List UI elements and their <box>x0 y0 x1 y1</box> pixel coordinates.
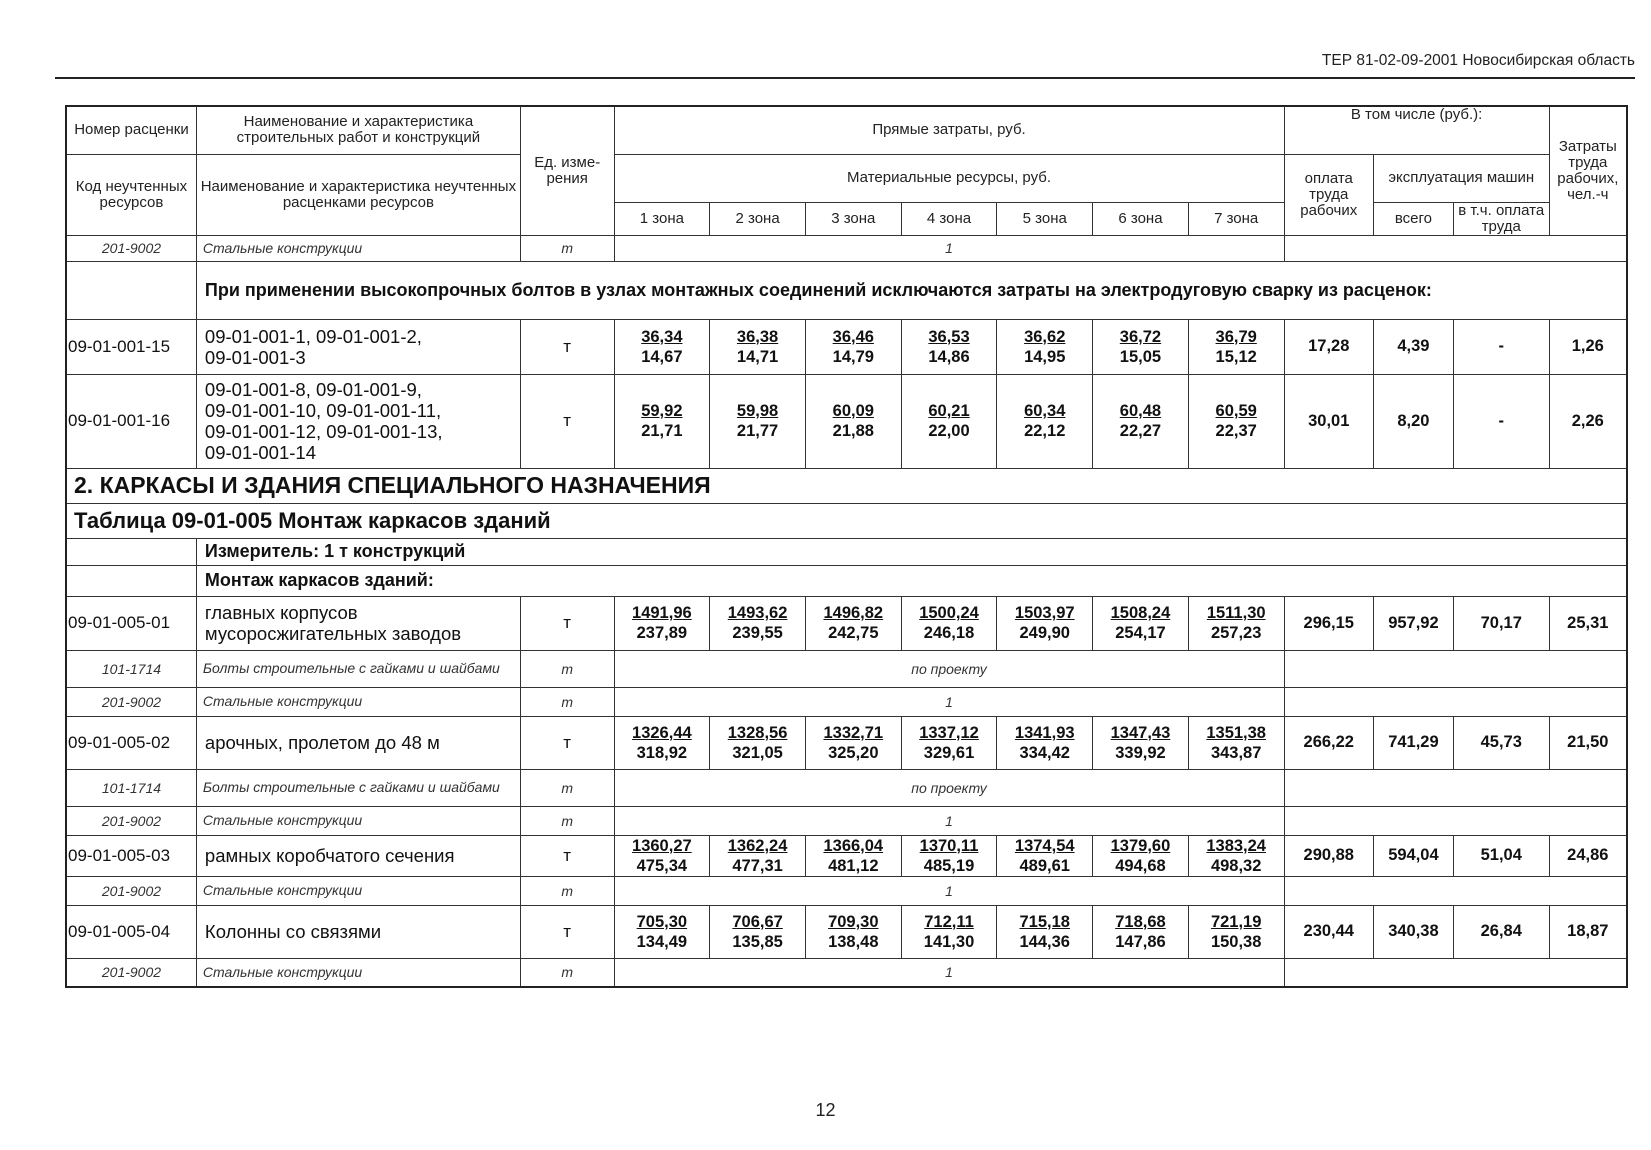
rate-code: 09-01-005-01 <box>66 596 196 650</box>
zone-total-cost: 1347,43 <box>1110 723 1171 742</box>
zone-material-cost: 246,18 <box>923 624 975 642</box>
zone-total-cost: 1328,56 <box>727 723 788 742</box>
table-row <box>66 374 1627 468</box>
zone-total-cost: 36,34 <box>641 327 683 346</box>
zone-price-cell <box>805 835 901 876</box>
zone-total-cost: 715,18 <box>1019 912 1070 931</box>
header-machines-total: всего <box>1373 202 1453 235</box>
zone-material-cost: 325,20 <box>828 743 879 762</box>
rate-unit: т <box>520 596 614 650</box>
empty-cell <box>1284 650 1627 687</box>
zone-material-cost: 318,92 <box>636 743 688 762</box>
document-header <box>55 50 1635 79</box>
header-machines-wage: в т.ч. оплата труда <box>1453 202 1549 235</box>
zone-material-cost: 498,32 <box>1210 856 1262 875</box>
machines-total-value: 957,92 <box>1373 596 1453 650</box>
rate-unit: т <box>520 905 614 958</box>
rate-unit: т <box>520 835 614 876</box>
zone-material-cost: 147,86 <box>1115 932 1166 951</box>
resource-row <box>66 650 1627 687</box>
rate-code: 09-01-005-04 <box>66 905 196 958</box>
zone-total-cost: 36,62 <box>1024 327 1066 346</box>
zone-material-cost: 14,79 <box>832 347 874 366</box>
zone-total-cost: 705,30 <box>636 912 688 931</box>
zone-price-cell <box>997 905 1093 958</box>
zone-material-cost: 257,23 <box>1210 624 1262 642</box>
zone-total-cost: 59,92 <box>641 402 683 420</box>
zone-material-cost: 485,19 <box>923 856 975 875</box>
zone-material-cost: 22,12 <box>1024 422 1066 440</box>
zone-price-cell <box>997 319 1093 374</box>
machines-wage-value: 70,17 <box>1453 596 1549 650</box>
zone-price-cell <box>614 319 710 374</box>
rate-code: 09-01-005-02 <box>66 716 196 769</box>
section-title: 2. КАРКАСЫ И ЗДАНИЯ СПЕЦИАЛЬНОГО НАЗНАЧЕНИЯ <box>66 468 1627 503</box>
zone-total-cost: 1383,24 <box>1206 836 1266 855</box>
zone-price-cell <box>901 596 997 650</box>
zone-material-cost: 489,61 <box>1019 856 1070 875</box>
zone-price-cell <box>997 596 1093 650</box>
header-zone: 2 зона <box>710 202 806 235</box>
resource-value: по проекту <box>614 650 1284 687</box>
header-wage: оплата труда рабочих <box>1284 154 1373 235</box>
resource-unit: т <box>520 958 614 987</box>
resource-row <box>66 958 1627 987</box>
zone-material-cost: 144,36 <box>1019 932 1070 951</box>
zone-price-cell <box>901 905 997 958</box>
document-header-text: ТЕР 81-02-09-2001 Новосибирская область <box>1321 52 1635 69</box>
header-resource-name: Наименование и характеристика неучтенных расценками ресурсов <box>196 154 520 235</box>
resource-code: 201-9002 <box>66 876 196 905</box>
zone-material-cost: 22,00 <box>928 422 970 440</box>
machines-wage-value: - <box>1453 374 1549 468</box>
empty-cell <box>1284 958 1627 987</box>
resource-name: Стальные конструкции <box>196 806 520 835</box>
header-including: В том числе (руб.): <box>1284 106 1549 154</box>
zone-price-cell <box>805 319 901 374</box>
zone-material-cost: 22,27 <box>1119 422 1162 440</box>
resource-name: Стальные конструкции <box>196 876 520 905</box>
zone-material-cost: 329,61 <box>923 743 975 762</box>
header-zone: 3 зона <box>805 202 901 235</box>
zone-total-cost: 36,72 <box>1119 327 1162 346</box>
zone-material-cost: 135,85 <box>732 932 783 951</box>
empty-cell <box>66 538 196 565</box>
resource-value: 1 <box>614 876 1284 905</box>
zone-price-cell <box>710 716 806 769</box>
zone-price-cell <box>614 905 710 958</box>
resource-value: 1 <box>614 687 1284 716</box>
zone-material-cost: 475,34 <box>636 856 688 875</box>
zone-total-cost: 60,21 <box>928 402 970 420</box>
resource-unit: т <box>520 235 614 261</box>
zone-price-cell <box>710 319 806 374</box>
zone-total-cost: 1374,54 <box>1014 836 1075 855</box>
labor-value: 21,50 <box>1549 716 1627 769</box>
zone-material-cost: 339,92 <box>1115 743 1166 762</box>
rate-unit: т <box>520 716 614 769</box>
table-row <box>66 905 1627 958</box>
heading-row <box>66 538 1627 565</box>
header-number: Номер расценки <box>66 106 196 154</box>
zone-price-cell <box>997 835 1093 876</box>
rate-name: 09-01-001-8, 09-01-001-9, 09-01-001-10, 09-01-001-11, 09-01-001-12, 09-01-001-13, 09-01-001-14 <box>196 374 520 468</box>
measure-unit-text: Измеритель: 1 т конструкций <box>196 538 1627 565</box>
zone-total-cost: 1496,82 <box>823 604 884 622</box>
zone-total-cost: 36,46 <box>832 327 874 346</box>
zone-price-cell <box>805 596 901 650</box>
zone-material-cost: 21,88 <box>832 422 874 440</box>
zone-total-cost: 60,48 <box>1119 402 1162 420</box>
table-title: Таблица 09-01-005 Монтаж каркасов зданий <box>66 503 1627 538</box>
header-zone: 4 зона <box>901 202 997 235</box>
zone-total-cost: 1370,11 <box>919 836 979 855</box>
zone-material-cost: 343,87 <box>1210 743 1262 762</box>
header-zone: 6 зона <box>1093 202 1189 235</box>
note-text: При применении высокопрочных болтов в узлах монтажных соединений исключаются затраты на электродуговую сварку из расценок: <box>196 261 1627 319</box>
table-row <box>66 835 1627 876</box>
header-materials: Материальные ресурсы, руб. <box>614 154 1284 202</box>
zone-price-cell <box>1093 835 1189 876</box>
zone-price-cell <box>614 374 710 468</box>
zone-price-cell <box>710 905 806 958</box>
zone-total-cost: 1503,97 <box>1014 604 1075 622</box>
wage-value: 296,15 <box>1284 596 1373 650</box>
empty-cell <box>1284 806 1627 835</box>
zone-price-cell <box>805 716 901 769</box>
machines-wage-value: - <box>1453 319 1549 374</box>
zone-material-cost: 141,30 <box>923 932 975 951</box>
zone-total-cost: 36,79 <box>1215 327 1257 346</box>
wage-value: 17,28 <box>1284 319 1373 374</box>
resource-unit: т <box>520 769 614 806</box>
table-row <box>66 319 1627 374</box>
empty-cell <box>66 565 196 596</box>
wage-value: 230,44 <box>1284 905 1373 958</box>
wage-value: 266,22 <box>1284 716 1373 769</box>
zone-price-cell <box>901 835 997 876</box>
rate-name: Колонны со связями <box>196 905 520 958</box>
machines-total-value: 4,39 <box>1373 319 1453 374</box>
resource-name: Болты строительные с гайками и шайбами <box>196 769 520 806</box>
zone-total-cost: 1508,24 <box>1110 604 1171 622</box>
rate-name: арочных, пролетом до 48 м <box>196 716 520 769</box>
table-body <box>66 106 1627 987</box>
zone-total-cost: 706,67 <box>732 912 783 931</box>
zone-material-cost: 14,86 <box>928 347 970 366</box>
wage-value: 30,01 <box>1284 374 1373 468</box>
zone-price-cell <box>1188 716 1284 769</box>
zone-material-cost: 14,71 <box>736 347 779 366</box>
zone-total-cost: 709,30 <box>828 912 879 931</box>
labor-value: 24,86 <box>1549 835 1627 876</box>
header-resource-code: Код неучтенных ресурсов <box>66 154 196 235</box>
resource-code: 201-9002 <box>66 806 196 835</box>
rate-unit: т <box>520 374 614 468</box>
machines-total-value: 340,38 <box>1373 905 1453 958</box>
header-zone: 1 зона <box>614 202 710 235</box>
labor-value: 18,87 <box>1549 905 1627 958</box>
zone-price-cell <box>805 905 901 958</box>
resource-code: 201-9002 <box>66 958 196 987</box>
zone-material-cost: 477,31 <box>732 856 783 875</box>
resource-unit: т <box>520 806 614 835</box>
empty-cell <box>1284 687 1627 716</box>
zone-material-cost: 14,95 <box>1024 347 1066 366</box>
table-row <box>66 716 1627 769</box>
zone-price-cell <box>614 716 710 769</box>
table-row <box>66 596 1627 650</box>
zone-total-cost: 1326,44 <box>632 723 692 742</box>
machines-total-value: 594,04 <box>1373 835 1453 876</box>
zone-material-cost: 494,68 <box>1115 856 1166 875</box>
group-title: Монтаж каркасов зданий: <box>196 565 1627 596</box>
zone-total-cost: 1337,12 <box>919 723 979 742</box>
zone-total-cost: 1500,24 <box>919 604 979 622</box>
header-zone: 7 зона <box>1188 202 1284 235</box>
zone-material-cost: 15,05 <box>1119 347 1162 366</box>
zone-material-cost: 334,42 <box>1019 743 1070 762</box>
machines-total-value: 741,29 <box>1373 716 1453 769</box>
zone-material-cost: 242,75 <box>828 624 879 642</box>
zone-material-cost: 21,71 <box>641 422 683 440</box>
heading-row <box>66 503 1627 538</box>
zone-price-cell <box>901 716 997 769</box>
zone-price-cell <box>614 835 710 876</box>
zone-price-cell <box>1188 596 1284 650</box>
zone-total-cost: 1379,60 <box>1110 836 1171 855</box>
zone-total-cost: 36,53 <box>928 327 970 346</box>
labor-value: 25,31 <box>1549 596 1627 650</box>
resource-unit: т <box>520 650 614 687</box>
zone-total-cost: 1332,71 <box>823 723 884 742</box>
zone-material-cost: 237,89 <box>636 624 688 642</box>
zone-material-cost: 254,17 <box>1115 624 1166 642</box>
resource-row <box>66 687 1627 716</box>
zone-total-cost: 60,59 <box>1215 402 1257 420</box>
zone-material-cost: 22,37 <box>1215 422 1257 440</box>
zone-price-cell <box>614 596 710 650</box>
zone-total-cost: 1366,04 <box>823 836 884 855</box>
rate-code: 09-01-001-15 <box>66 319 196 374</box>
rate-name: рамных коробчатого сечения <box>196 835 520 876</box>
zone-total-cost: 1341,93 <box>1014 723 1075 742</box>
price-table <box>65 105 1628 988</box>
header-unit: Ед. изме-рения <box>520 106 614 235</box>
zone-price-cell <box>997 716 1093 769</box>
zone-price-cell <box>901 374 997 468</box>
resource-value: 1 <box>614 958 1284 987</box>
zone-price-cell <box>1093 596 1189 650</box>
rate-code: 09-01-005-03 <box>66 835 196 876</box>
resource-name: Стальные конструкции <box>196 687 520 716</box>
resource-name: Болты строительные с гайками и шайбами <box>196 650 520 687</box>
resource-code: 201-9002 <box>66 235 196 261</box>
resource-value: по проекту <box>614 769 1284 806</box>
machines-wage-value: 51,04 <box>1453 835 1549 876</box>
zone-total-cost: 1511,30 <box>1206 604 1266 622</box>
zone-price-cell <box>1188 374 1284 468</box>
zone-price-cell <box>1093 319 1189 374</box>
resource-unit: т <box>520 687 614 716</box>
zone-material-cost: 321,05 <box>732 743 783 762</box>
zone-total-cost: 1362,24 <box>727 836 788 855</box>
machines-wage-value: 45,73 <box>1453 716 1549 769</box>
zone-material-cost: 15,12 <box>1215 347 1257 366</box>
wage-value: 290,88 <box>1284 835 1373 876</box>
resource-code: 101-1714 <box>66 650 196 687</box>
zone-material-cost: 134,49 <box>636 932 688 951</box>
resource-row <box>66 806 1627 835</box>
zone-total-cost: 59,98 <box>736 402 779 420</box>
zone-price-cell <box>1093 716 1189 769</box>
empty-cell <box>66 261 196 319</box>
zone-total-cost: 60,34 <box>1024 402 1066 420</box>
zone-material-cost: 14,67 <box>641 347 683 366</box>
zone-total-cost: 712,11 <box>924 912 974 931</box>
zone-price-cell <box>710 835 806 876</box>
zone-total-cost: 718,68 <box>1115 912 1166 931</box>
zone-total-cost: 60,09 <box>832 402 874 420</box>
resource-code: 101-1714 <box>66 769 196 806</box>
resource-row <box>66 876 1627 905</box>
zone-price-cell <box>901 319 997 374</box>
zone-material-cost: 481,12 <box>828 856 879 875</box>
resource-unit: т <box>520 876 614 905</box>
zone-total-cost: 36,38 <box>736 327 779 346</box>
zone-material-cost: 150,38 <box>1210 932 1262 951</box>
heading-row <box>66 468 1627 503</box>
resource-value: 1 <box>614 806 1284 835</box>
empty-cell <box>1284 769 1627 806</box>
machines-wage-value: 26,84 <box>1453 905 1549 958</box>
resource-value: 1 <box>614 235 1284 261</box>
zone-total-cost: 1491,96 <box>632 604 692 622</box>
resource-name: Стальные конструкции <box>196 958 520 987</box>
resource-code: 201-9002 <box>66 687 196 716</box>
zone-price-cell <box>1188 319 1284 374</box>
zone-total-cost: 721,19 <box>1210 912 1262 931</box>
page-number: 12 <box>815 1100 836 1120</box>
heading-row <box>66 565 1627 596</box>
zone-total-cost: 1493,62 <box>727 604 788 622</box>
zone-total-cost: 1351,38 <box>1206 723 1266 742</box>
rate-name: главных корпусов мусоросжигательных заводов <box>196 596 520 650</box>
zone-price-cell <box>1188 905 1284 958</box>
machines-total-value: 8,20 <box>1373 374 1453 468</box>
rate-unit: т <box>520 319 614 374</box>
header-direct-costs: Прямые затраты, руб. <box>614 106 1284 154</box>
empty-cell <box>1284 876 1627 905</box>
header-machines: эксплуатация машин <box>1373 154 1549 202</box>
zone-material-cost: 249,90 <box>1019 624 1070 642</box>
resource-name: Стальные конструкции <box>196 235 520 261</box>
labor-value: 1,26 <box>1549 319 1627 374</box>
zone-material-cost: 21,77 <box>736 422 779 440</box>
zone-price-cell <box>1093 905 1189 958</box>
zone-price-cell <box>805 374 901 468</box>
zone-price-cell <box>710 374 806 468</box>
zone-price-cell <box>1093 374 1189 468</box>
rate-code: 09-01-001-16 <box>66 374 196 468</box>
header-zone: 5 зона <box>997 202 1093 235</box>
header-labor: Затраты труда рабочих, чел.-ч <box>1549 106 1627 235</box>
zone-price-cell <box>997 374 1093 468</box>
rate-name: 09-01-001-1, 09-01-001-2, 09-01-001-3 <box>196 319 520 374</box>
zone-material-cost: 239,55 <box>732 624 783 642</box>
zone-total-cost: 1360,27 <box>632 836 692 855</box>
zone-price-cell <box>1188 835 1284 876</box>
empty-cell <box>1284 235 1627 261</box>
labor-value: 2,26 <box>1549 374 1627 468</box>
zone-material-cost: 138,48 <box>828 932 879 951</box>
header-name: Наименование и характеристика строительных работ и конструкций <box>196 106 520 154</box>
zone-price-cell <box>710 596 806 650</box>
resource-row <box>66 769 1627 806</box>
